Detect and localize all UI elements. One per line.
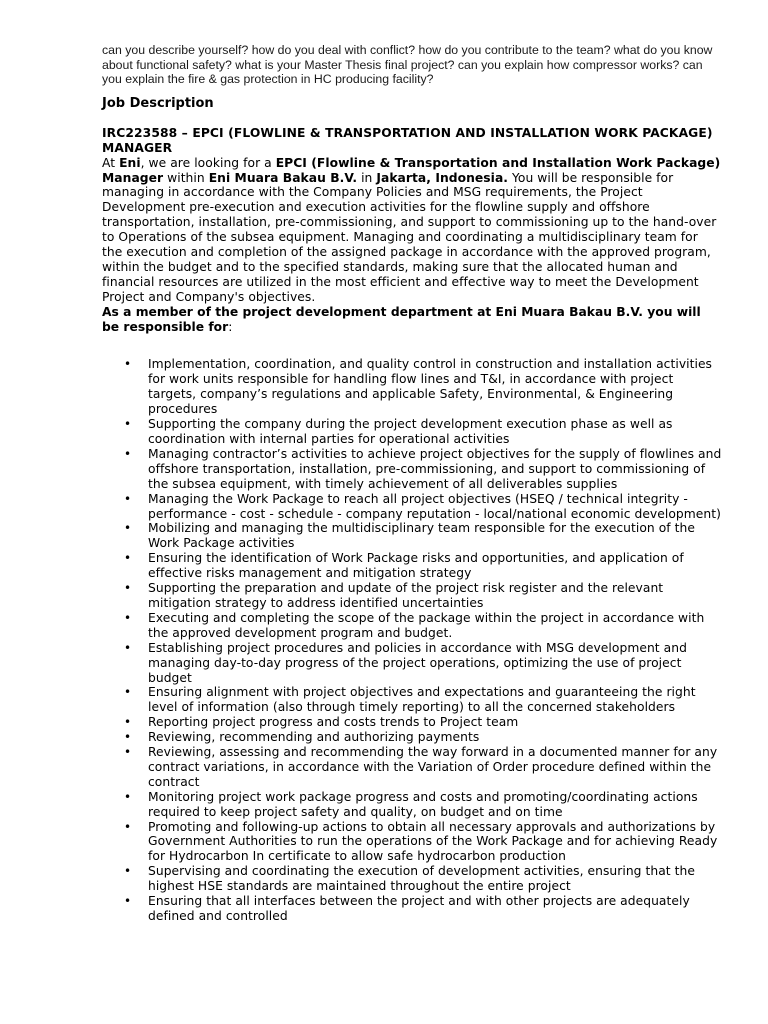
job-title: IRC223588 – EPCI (FLOWLINE & TRANSPORTATION AND INSTALLATION WORK PACKAGE) MANAGER [102,125,713,155]
bullet-icon: • [124,446,132,461]
bullet-icon: • [124,491,132,506]
list-item-text: Supporting the preparation and update of the project risk register and the relevant mitigation strategy to address identified uncertainties [148,581,664,610]
bullet-icon: • [124,730,132,745]
list-item-text: Supervising and coordinating the execution of development activities, ensuring that the highest HSE standards are maintained throughout the entire project [148,864,695,894]
list-item-text: Reporting project progress and costs trends to Project team [148,715,519,730]
desc-text: in [357,170,377,185]
list-item-text: Executing and completing the scope of the package within the project in accordance with the approved development program and budget. [148,610,705,640]
bullet-icon: • [124,581,132,596]
list-item-text: Promoting and following-up actions to obtain all necessary approvals and authorizations by Government Authorities to run the operations of the Work Package and for achieving Ready for Hydrocarbon In certificate to allow safe hydrocarbon production [148,819,718,864]
bullet-icon: • [124,610,132,625]
list-item-text: Ensuring that all interfaces between the project and with other projects are adequately defined and controlled [148,894,690,923]
responsibility-intro-text: As a member of the project development department at Eni Muara Bakau B.V. you will be responsible for [102,304,701,334]
responsibility-intro [102,305,722,335]
list-item [102,492,722,522]
responsibilities-list [102,357,722,923]
desc-text: within [163,170,209,185]
bullet-icon: • [124,551,132,566]
desc-text: You will be responsible for managing in accordance with the Company Policies and MSG requirements, the Project Development pre-execution and execution activities for the flowline supply and offshore transportation, installation, pre-commissioning, and support to commissioning up to the hand-over to Operations of the subsea equipment. Managing and coordinating a multidisciplinary team for the execution and completion of the assigned package in accordance with the approved program, within the budget and to the specified standards, making sure that the allocated human and financial resources are utilized in the most efficient and effective way to meet the Development Project and Company's objectives. [102,170,717,304]
job-description-paragraph [102,156,722,305]
list-item [102,715,722,730]
list-item-text: Implementation, coordination, and quality control in construction and installation activities for work units responsible for handling flow lines and T&I, in accordance with project targets, company’s regulations and applicable Safety, Environmental, & Engineering procedures [148,357,713,417]
bullet-icon: • [124,819,132,834]
list-item-text: Mobilizing and managing the multidisciplinary team responsible for the execution of the Work Package activities [148,521,695,551]
list-item-text: Managing contractor’s activities to achieve project objectives for the supply of flowlines and offshore transportation, installation, pre-commissioning, and support to commissioning of the subsea equipment, with timely achievement of all deliverables supplies [148,446,722,491]
interview-questions: can you describe yourself? how do you deal with conflict? how do you contribute to the team? what do you know about functional safety? what is your Master Thesis final project? can you explain how compressor works? can you explain the fire & gas protection in HC producing facility? [102,43,713,87]
list-item [102,521,722,551]
bullet-icon: • [124,789,132,804]
entity-name: Eni Muara Bakau B.V. [208,170,358,185]
bullet-icon: • [124,864,132,879]
location-name: Jakarta, Indonesia. [376,170,509,185]
list-item [102,447,722,492]
list-item [102,551,722,581]
list-item-text: Managing the Work Package to reach all project objectives (HSEQ / technical integrity - performance - cost - schedule - company reputation - local/national economic development) [148,491,721,521]
list-item [102,685,722,715]
list-item-text: Monitoring project work package progress and costs and promoting/coordinating actions required to keep project safety and quality, on budget and on time [148,789,698,819]
desc-text: , we are looking for a [140,155,276,170]
list-item-text: Supporting the company during the project development execution phase as well as coordination with internal parties for operational activities [148,417,673,446]
bullet-icon: • [124,745,132,760]
list-item [102,730,722,745]
list-item-text: Ensuring the identification of Work Package risks and opportunities, and application of effective risks management and mitigation strategy [148,551,684,581]
list-item [102,611,722,641]
list-item [102,790,722,820]
company-name: Eni [119,155,141,170]
list-item [102,894,722,924]
list-item-text: Establishing project procedures and policies in accordance with MSG development and managing day-to-day progress of the project operations, optimizing the use of project budget [148,640,687,685]
bullet-icon: • [124,417,132,432]
desc-text: At [102,155,120,170]
section-heading: Job Description [102,95,214,111]
responsibility-colon: : [228,319,233,334]
bullet-icon: • [124,521,132,536]
bullet-icon: • [124,894,132,909]
list-item [102,641,722,686]
list-item-text: Ensuring alignment with project objectives and expectations and guaranteeing the right level of information (also through timely reporting) to all the concerned stakeholders [148,685,696,715]
bullet-icon: • [124,685,132,700]
role-name: EPCI (Flowline & Transportation and Installation Work Package) Manager [102,155,721,185]
bullet-icon: • [124,640,132,655]
list-item [102,864,722,894]
list-item [102,581,722,611]
list-item [102,357,722,417]
document-page [102,43,722,924]
list-item-text: Reviewing, recommending and authorizing payments [148,730,480,745]
bullet-icon: • [124,715,132,730]
bullet-icon: • [124,357,132,372]
list-item [102,745,722,790]
list-item-text: Reviewing, assessing and recommending the way forward in a documented manner for any contract variations, in accordance with the Variation of Order procedure defined within the contract [148,745,718,789]
list-item [102,417,722,447]
list-item [102,820,722,865]
